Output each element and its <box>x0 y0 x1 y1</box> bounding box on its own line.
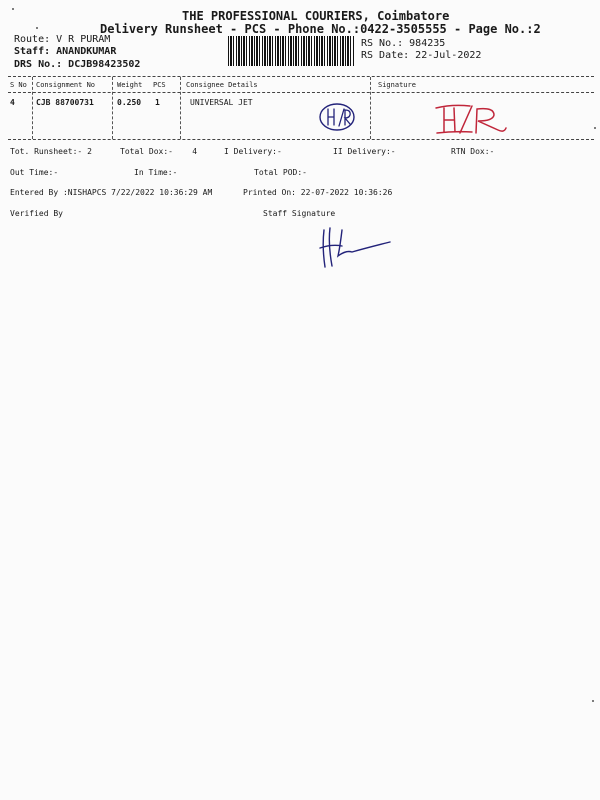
header-consignment-no: Consignment No <box>36 81 96 89</box>
rtn-dox: RTN Dox:- <box>451 147 495 156</box>
row-pcs: 1 <box>155 98 160 107</box>
printed-on: Printed On: 22-07-2022 10:36:26 <box>243 188 393 197</box>
verified-by: Verified By <box>10 209 63 218</box>
header-signature: Signature <box>378 81 416 89</box>
drs-number: DRS No.: DCJB98423502 <box>14 59 141 70</box>
signature-hr-mark <box>432 100 512 138</box>
circled-hr-mark <box>318 100 358 134</box>
total-pod: Total POD:- <box>254 168 307 177</box>
rs-number: RS No.: 984235 <box>361 38 446 49</box>
barcode <box>228 36 354 66</box>
row-weight: 0.250 <box>117 98 142 107</box>
row-consignee: UNIVERSAL JET <box>190 98 253 107</box>
rs-date: RS Date: 22-Jul-2022 <box>361 50 482 61</box>
table-header-rule <box>8 92 594 93</box>
total-dox: Total Dox:- 4 <box>120 147 198 156</box>
row-sno: 4 <box>10 98 15 107</box>
i-delivery: I Delivery:- <box>224 147 282 156</box>
table-top-rule <box>8 76 594 77</box>
col-divider <box>370 77 371 139</box>
out-time: Out Time:- <box>10 168 59 177</box>
header-weight: Weight <box>117 81 143 89</box>
ii-delivery: II Delivery:- <box>333 147 396 156</box>
col-divider <box>180 77 181 139</box>
header-pcs: PCS <box>153 81 166 89</box>
table-bottom-rule <box>8 139 594 140</box>
row-consignment-no: CJB 88700731 <box>36 98 94 107</box>
staff-label: Staff: ANANDKUMAR <box>14 46 117 57</box>
header-consignee-details: Consignee Details <box>186 81 258 89</box>
scan-speck <box>594 127 596 129</box>
in-time: In Time:- <box>134 168 178 177</box>
route-label: Route: V R PURAM <box>14 34 111 45</box>
header-sno: S No <box>10 81 27 89</box>
entered-by: Entered By :NISHAPCS 7/22/2022 10:36:29 AM <box>10 188 213 197</box>
runsheet-subtitle: Delivery Runsheet - PCS - Phone No.:0422-3505555 - Page No.:2 <box>100 22 541 36</box>
col-divider <box>112 77 113 139</box>
company-title: THE PROFESSIONAL COURIERS, Coimbatore <box>182 9 450 23</box>
staff-signature-label: Staff Signature <box>263 209 336 218</box>
scan-speck <box>12 8 14 10</box>
tot-runsheet: Tot. Runsheet:- 2 <box>10 147 92 156</box>
scan-speck <box>592 700 594 702</box>
col-divider <box>32 77 33 139</box>
staff-signature <box>316 222 396 272</box>
scan-speck <box>36 27 38 29</box>
